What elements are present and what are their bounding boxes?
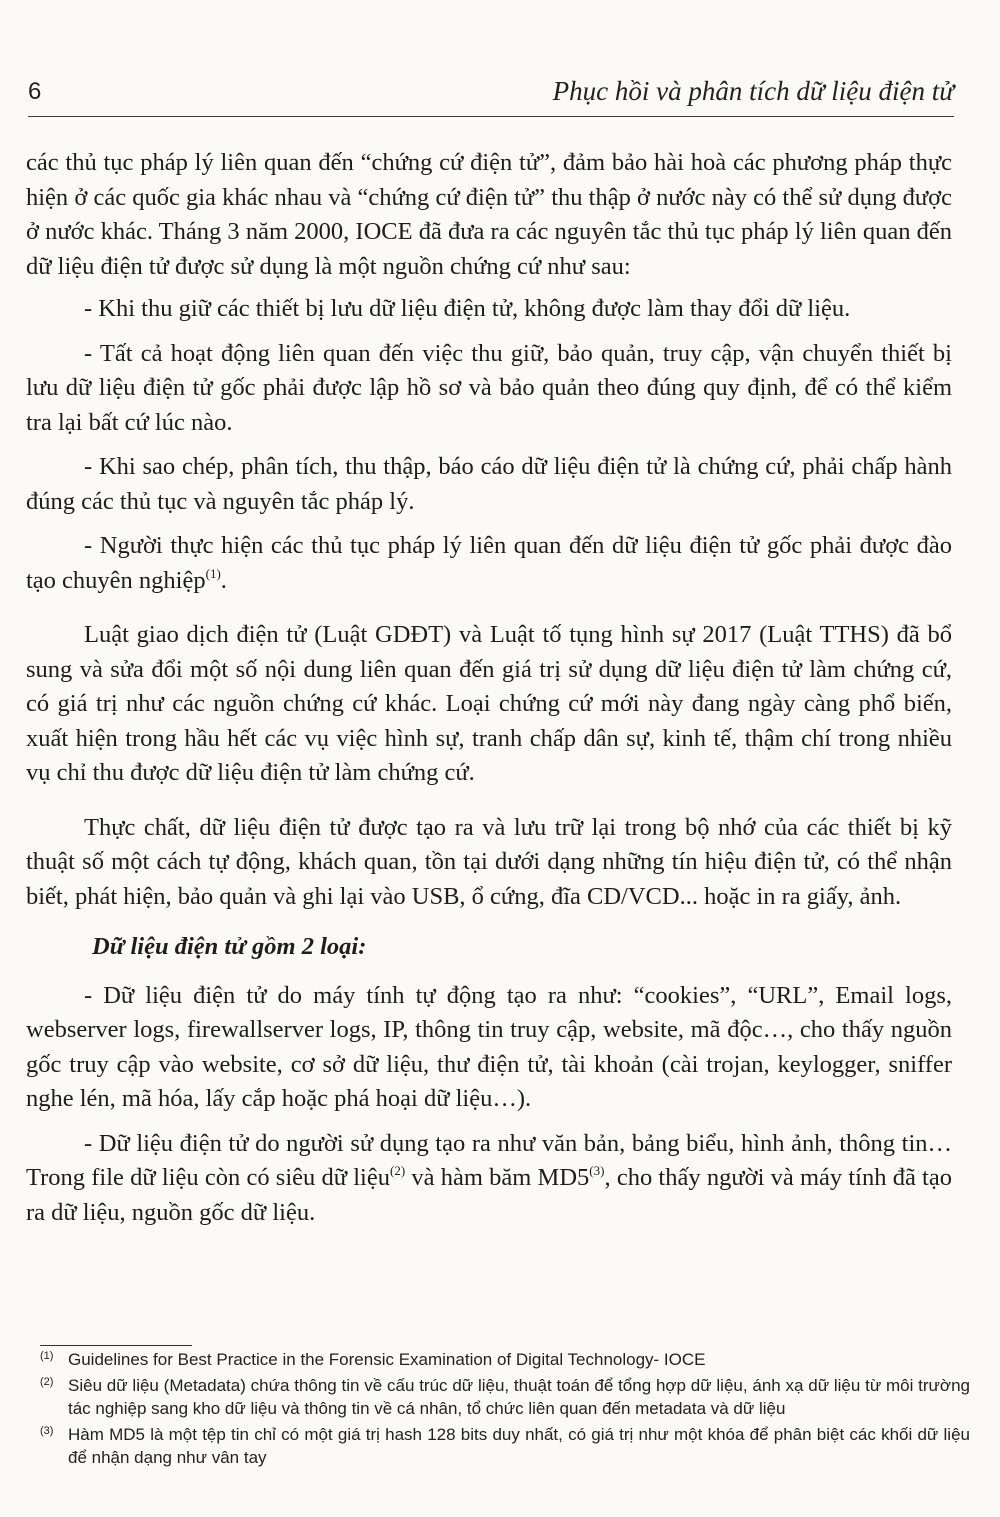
body-text	[26, 146, 952, 1240]
footnote-marker: (3)	[40, 1424, 54, 1437]
bullet-legal-procedure: - Khi sao chép, phân tích, thu thập, báo cáo dữ liệu điện tử là chứng cứ, phải chấp hành đúng các thủ tục và nguyên tắc pháp lý.	[26, 453, 952, 515]
footnote-marker: (1)	[40, 1350, 54, 1362]
footnotes	[40, 1348, 970, 1472]
bullet-trained-personnel-end: .	[220, 566, 227, 594]
footnote-ref-3[interactable]: (3)	[589, 1163, 605, 1178]
footnote-ref-2[interactable]: (2)	[389, 1163, 406, 1178]
footnote-text: Guidelines for Best Practice in the Forensic Examination of Digital Technology- IOCE	[68, 1350, 706, 1369]
footnote-text: Siêu dữ liệu (Metadata) chứa thông tin về cấu trúc dữ liệu, thuật toán để tổng hợp dữ liệu, ánh xạ dữ liệu từ môi trường tác nghiệp sang kho dữ liệu và thông tin về cá nhân, tổ chức liên quan đến metadata và dữ liệu	[68, 1375, 970, 1418]
bullet-user-generated-text-b: và hàm băm MD5	[405, 1164, 590, 1191]
paragraph-nature: Thực chất, dữ liệu điện tử được tạo ra và lưu trữ lại trong bộ nhớ của các thiết bị kỹ thuật số một cách tự động, khách quan, tồn tại dưới dạng những tín hiệu điện tử, có thể nhận biết, phát hiện, bảo quản và ghi lại vào USB, ổ cứng, đĩa CD/VCD... hoặc in ra giấy, ảnh.	[26, 813, 952, 910]
subheading-two-types: Dữ liệu điện tử gồm 2 loại:	[92, 933, 367, 960]
running-title: Phục hồi và phân tích dữ liệu điện tử	[552, 76, 954, 106]
footnote-1	[40, 1348, 970, 1372]
bullet-trained-personnel-text: - Người thực hiện các thủ tục pháp lý liên quan đến dữ liệu điện tử gốc phải được đào tạo chuyên nghiệp	[26, 532, 952, 594]
footnote-marker: (2)	[40, 1375, 54, 1388]
footnote-ref-1[interactable]: (1)	[205, 565, 221, 581]
bullet-user-generated	[26, 1127, 952, 1231]
footnote-text: Hàm MD5 là một tệp tin chỉ có một giá trị hash 128 bits duy nhất, có giá trị như một khóa để phân biệt các khối dữ liệu để nhận dạng như vân tay	[68, 1424, 970, 1467]
bullet-user-generated-text-a: - Dữ liệu điện tử do người sử dụng tạo ra như văn bản, bảng biểu, hình ảnh, thông tin… Trong file dữ liệu còn có siêu dữ liệu	[26, 1129, 952, 1191]
paragraph-laws: Luật giao dịch điện tử (Luật GDĐT) và Luật tố tụng hình sự 2017 (Luật TTHS) đã bổ sung và sửa đổi một số nội dung liên quan đến giá trị sử dụng dữ liệu điện tử làm chứng cứ, có giá trị như các nguồn chứng cứ khác. Loại chứng cứ mới này đang ngày càng phổ biến, xuất hiện trong hầu hết các vụ việc hình sự, tranh chấp dân sự, kinh tế, thậm chí trong nhiều vụ chỉ thu được dữ liệu điện tử làm chứng cứ.	[26, 621, 952, 786]
bullet-no-alteration: - Khi thu giữ các thiết bị lưu dữ liệu điện tử, không được làm thay đổi dữ liệu.	[84, 295, 851, 322]
bullet-user-generated-text-c: , cho thấy người và máy tính đã tạo ra dữ liệu, nguồn gốc dữ liệu.	[26, 1164, 952, 1226]
bullet-documentation: - Tất cả hoạt động liên quan đến việc thu giữ, bảo quản, truy cập, vận chuyển thiết bị lưu dữ liệu điện tử gốc phải được lập hồ sơ và bảo quản theo đúng quy định, để có thể kiểm tra lại bất cứ lúc nào.	[26, 339, 952, 436]
bullet-computer-generated: - Dữ liệu điện tử do máy tính tự động tạo ra như: “cookies”, “URL”, Email logs, webserver logs, firewallserver logs, IP, thông tin truy cập, website, mã độc…, cho thấy nguồn gốc truy cập vào website, cơ sở dữ liệu, thư điện tử, tài khoản (cài trojan, keylogger, sniffer nghe lén, mã hóa, lấy cắp hoặc phá hoại dữ liệu…).	[26, 981, 952, 1112]
page-header	[28, 72, 954, 117]
bullet-trained-personnel	[26, 529, 952, 598]
footnote-divider	[40, 1345, 192, 1346]
footnote-2	[40, 1374, 970, 1421]
page-number: 6	[28, 78, 42, 105]
paragraph-ioce-intro: các thủ tục pháp lý liên quan đến “chứng cứ điện tử”, đảm bảo hài hoà các phương pháp thực hiện ở các quốc gia khác nhau và “chứng cứ điện tử” thu thập ở nước này có thể sử dụng được ở nước khác. Tháng 3 năm 2000, IOCE đã đưa ra các nguyên tắc thủ tục pháp lý liên quan đến dữ liệu điện tử được sử dụng là một nguồn chứng cứ như sau:	[26, 149, 952, 280]
footnote-3	[40, 1423, 970, 1470]
